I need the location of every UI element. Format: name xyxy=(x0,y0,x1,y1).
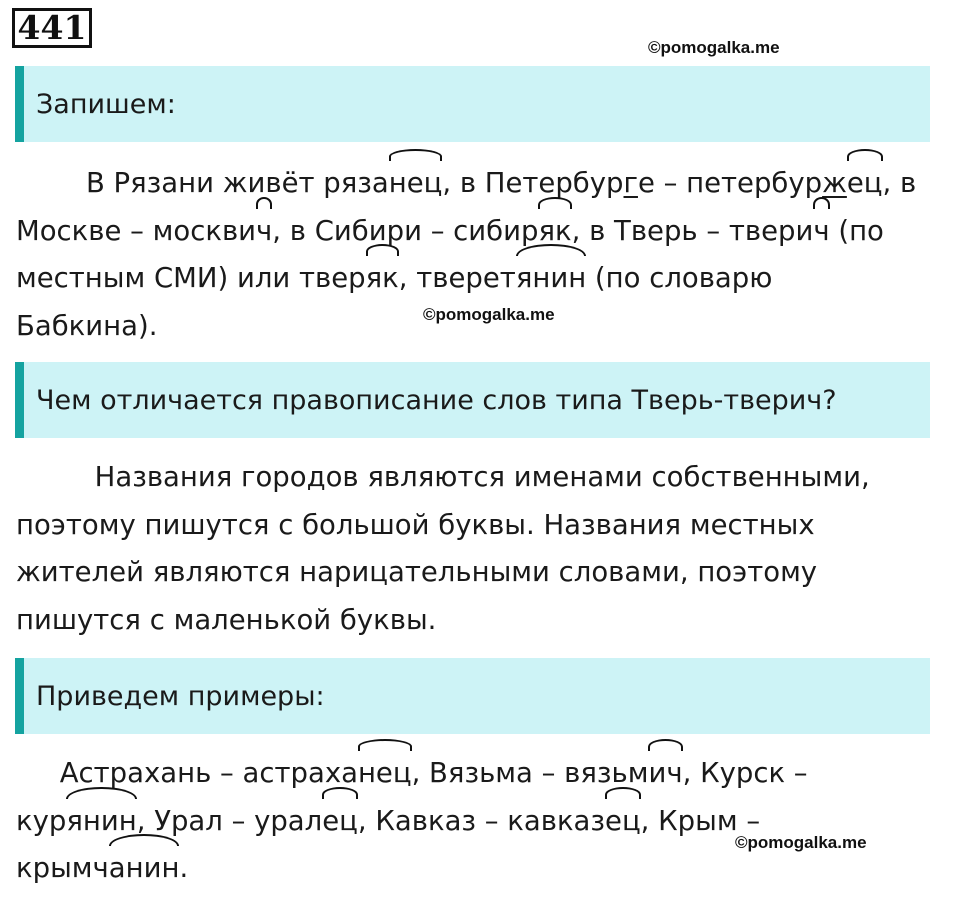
suffix-arc: анин xyxy=(109,845,180,893)
section2-paragraph xyxy=(16,454,936,644)
watermark-bottom: ©pomogalka.me xyxy=(735,833,867,852)
text-line: поэтому пишутся с большой буквы. Названия местных xyxy=(16,508,815,541)
section-title: Чем отличается правописание слов типа Тверь-тверич? xyxy=(36,384,837,416)
suffix-arc: ч xyxy=(256,208,272,256)
suffix-arc: як xyxy=(366,255,399,303)
section-header-examples xyxy=(15,658,930,734)
exercise-number: 441 xyxy=(12,8,92,48)
suffix-arc: ич xyxy=(648,750,682,798)
underlined-letter: г xyxy=(623,167,638,199)
suffix-arc: як xyxy=(538,208,571,256)
suffix-arc: ец xyxy=(605,798,641,846)
text-line: Москве – москвич, в Сибири – сибиряк, в Тверь – тверич (по xyxy=(16,208,936,256)
section-title: Приведем примеры: xyxy=(36,680,325,712)
suffix-arc: ец xyxy=(322,798,358,846)
text-line: местным СМИ) или тверяк, тверетянин (по словарю xyxy=(16,255,936,303)
watermark-middle: ©pomogalka.me xyxy=(423,305,555,324)
text-line: В Рязани живёт рязанец, в Петербурге – петербуржец, в xyxy=(16,160,936,208)
text-line: Названия городов являются именами собственными, xyxy=(16,461,870,493)
section-title: Запишем: xyxy=(36,88,176,120)
section-header-question xyxy=(15,362,930,438)
section3-paragraph xyxy=(16,750,936,893)
suffix-arc: нец xyxy=(358,750,412,798)
text-line: пишутся с маленькой буквы. xyxy=(16,603,437,636)
text-line: Астрахань – астраханец, Вязьма – вязьмич, Курск – xyxy=(16,750,936,798)
suffix-arc: нец xyxy=(389,160,443,208)
watermark-top: ©pomogalka.me xyxy=(648,38,780,57)
text-line: крымчанин. xyxy=(16,845,936,893)
text-line: курянин, Урал – уралец, Кавказ – кавказец, Крым – xyxy=(16,798,936,846)
text-line: жителей являются нарицательными словами, поэтому xyxy=(16,556,818,588)
suffix-arc: ец xyxy=(847,160,883,208)
suffix-arc: ч xyxy=(813,208,829,256)
suffix-arc: янин xyxy=(66,798,136,846)
section-header-write xyxy=(15,66,930,142)
text-line: Бабкина). xyxy=(16,309,158,342)
suffix-arc: янин xyxy=(516,255,586,303)
underlined-letter: ж xyxy=(822,167,847,199)
